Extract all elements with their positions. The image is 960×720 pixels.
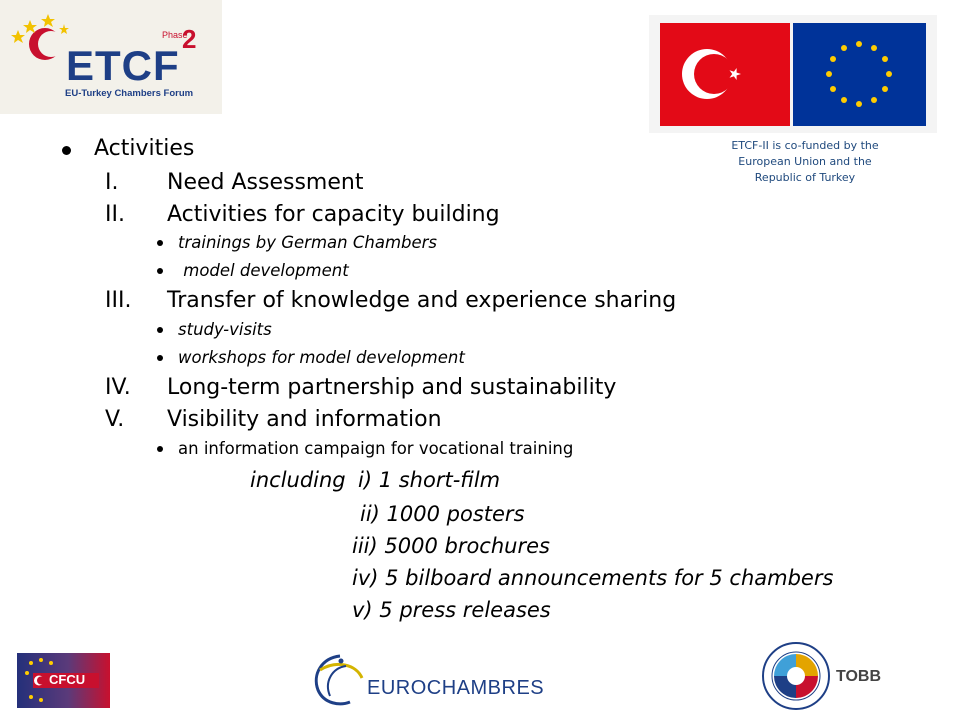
etcf-wordmark: ETCF — [66, 42, 180, 89]
bullet-icon — [62, 146, 71, 155]
sub-item: model development — [178, 261, 349, 280]
including-label: including — [250, 468, 346, 492]
cofunding-note — [700, 138, 910, 186]
etcf-phase-label: Phase — [162, 30, 188, 40]
bullet-icon — [157, 327, 163, 333]
sub-item: study-visits — [178, 320, 272, 339]
eurochambres-swoosh-icon — [310, 652, 370, 708]
etcf-subtitle: EU-Turkey Chambers Forum — [65, 88, 194, 99]
list-text: Visibility and information — [167, 407, 442, 432]
list-item-5 — [105, 407, 442, 432]
list-number: IV. — [105, 375, 131, 400]
cofunding-line: European Union and the — [738, 155, 872, 168]
section-heading: Activities — [94, 136, 195, 161]
list-number: II. — [105, 202, 125, 227]
etcf-phase-number: 2 — [182, 24, 197, 54]
including-line: iv) 5 bilboard announcements for 5 chambers — [352, 566, 834, 590]
eu-flag-icon — [793, 23, 926, 126]
sub-item: an information campaign for vocational training — [178, 439, 574, 458]
tobb-text: TOBB — [836, 668, 882, 685]
list-item-2 — [105, 202, 500, 227]
list-item-1 — [105, 170, 363, 195]
turkey-eu-flags — [649, 15, 937, 133]
list-text: Activities for capacity building — [167, 202, 500, 227]
bullet-icon — [157, 240, 163, 246]
cofunding-line: Republic of Turkey — [754, 171, 856, 184]
cofunding-line: ETCF-II is co-funded by the — [731, 139, 879, 152]
including-line: i) 1 short-film — [358, 468, 501, 492]
eurochambres-logo — [310, 652, 545, 708]
including-line: ii) 1000 posters — [360, 502, 525, 526]
list-number: V. — [105, 407, 125, 432]
cfcu-logo — [17, 653, 110, 708]
list-number: III. — [105, 288, 132, 313]
turkey-flag-icon — [660, 23, 790, 126]
sub-item: trainings by German Chambers — [178, 233, 438, 252]
list-text: Need Assessment — [167, 170, 364, 195]
list-number: I. — [105, 170, 119, 195]
including-line: iii) 5000 brochures — [352, 534, 550, 558]
sub-item: workshops for model development — [178, 348, 465, 367]
list-text: Long-term partnership and sustainability — [167, 375, 617, 400]
eurochambres-text: EUROCHAMBRES — [367, 677, 545, 699]
bullet-icon — [157, 355, 163, 361]
tobb-logo — [760, 640, 900, 712]
bullet-icon — [157, 446, 163, 452]
cfcu-text: CFCU — [49, 672, 86, 687]
including-line: v) 5 press releases — [352, 598, 551, 622]
etcf-logo — [0, 0, 222, 114]
list-item-3 — [105, 288, 676, 313]
bullet-icon — [157, 268, 163, 274]
list-text: Transfer of knowledge and experience sharing — [167, 288, 677, 313]
list-item-4 — [105, 375, 616, 400]
tobb-seal-icon — [760, 640, 840, 712]
